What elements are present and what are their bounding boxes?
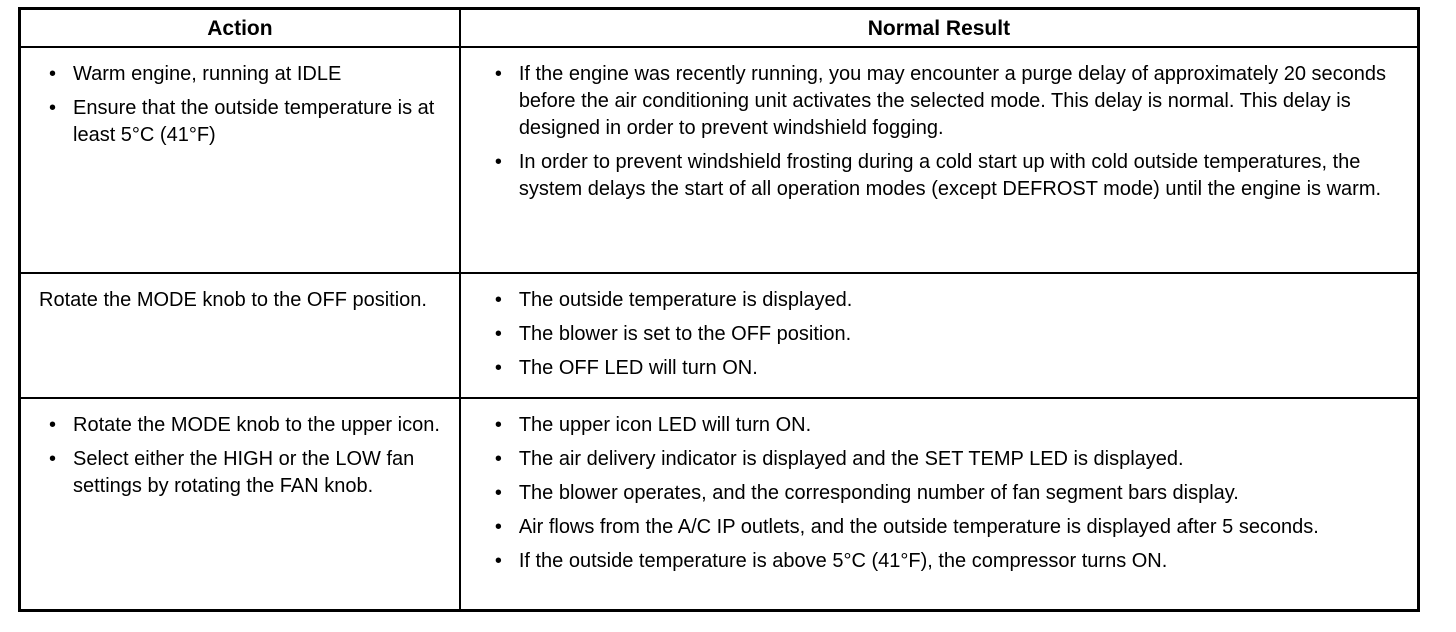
result-bullet: • If the outside temperature is above 5°C (41°F), the compressor turns ON. xyxy=(491,548,1403,575)
table-row xyxy=(20,398,1419,611)
result-bullet: • Air flows from the A/C IP outlets, and the outside temperature is displayed after 5 seconds. xyxy=(491,514,1403,541)
result-bullet-list xyxy=(491,412,1403,575)
action-cell xyxy=(20,273,460,398)
action-bullet: • Warm engine, running at IDLE xyxy=(45,61,445,88)
result-bullet-list xyxy=(491,61,1403,203)
action-cell xyxy=(20,398,460,611)
result-bullet: • The air delivery indicator is displayed and the SET TEMP LED is displayed. xyxy=(491,446,1403,473)
result-bullet: • In order to prevent windshield frosting during a cold start up with cold outside temperatures, the system delays the start of all operation modes (except DEFROST mode) until the engine is warm. xyxy=(491,149,1403,203)
action-text: Rotate the MODE knob to the OFF position. xyxy=(39,289,427,311)
result-cell xyxy=(460,273,1419,398)
result-cell xyxy=(460,398,1419,611)
header-action: Action xyxy=(20,9,460,48)
result-bullet: • The OFF LED will turn ON. xyxy=(491,355,1403,382)
action-result-table xyxy=(18,7,1420,612)
action-cell xyxy=(20,47,460,273)
action-bullet-list xyxy=(45,61,445,149)
result-bullet: • If the engine was recently running, you may encounter a purge delay of approximately 20 seconds before the air conditioning unit activates the selected mode. This delay is normal. This delay is designed in order to prevent windshield fogging. xyxy=(491,61,1403,142)
table-row xyxy=(20,47,1419,273)
action-bullet-list xyxy=(45,412,445,500)
header-normal-result: Normal Result xyxy=(460,9,1419,48)
header-row xyxy=(20,9,1419,48)
result-bullet: • The outside temperature is displayed. xyxy=(491,287,1403,314)
action-bullet: • Ensure that the outside temperature is at least 5°C (41°F) xyxy=(45,95,445,149)
table-row xyxy=(20,273,1419,398)
result-bullet: • The blower operates, and the corresponding number of fan segment bars display. xyxy=(491,480,1403,507)
action-bullet: • Select either the HIGH or the LOW fan settings by rotating the FAN knob. xyxy=(45,446,445,500)
result-bullet-list xyxy=(491,287,1403,382)
result-bullet: • The upper icon LED will turn ON. xyxy=(491,412,1403,439)
result-cell xyxy=(460,47,1419,273)
result-bullet: • The blower is set to the OFF position. xyxy=(491,321,1403,348)
action-bullet: • Rotate the MODE knob to the upper icon. xyxy=(45,412,445,439)
